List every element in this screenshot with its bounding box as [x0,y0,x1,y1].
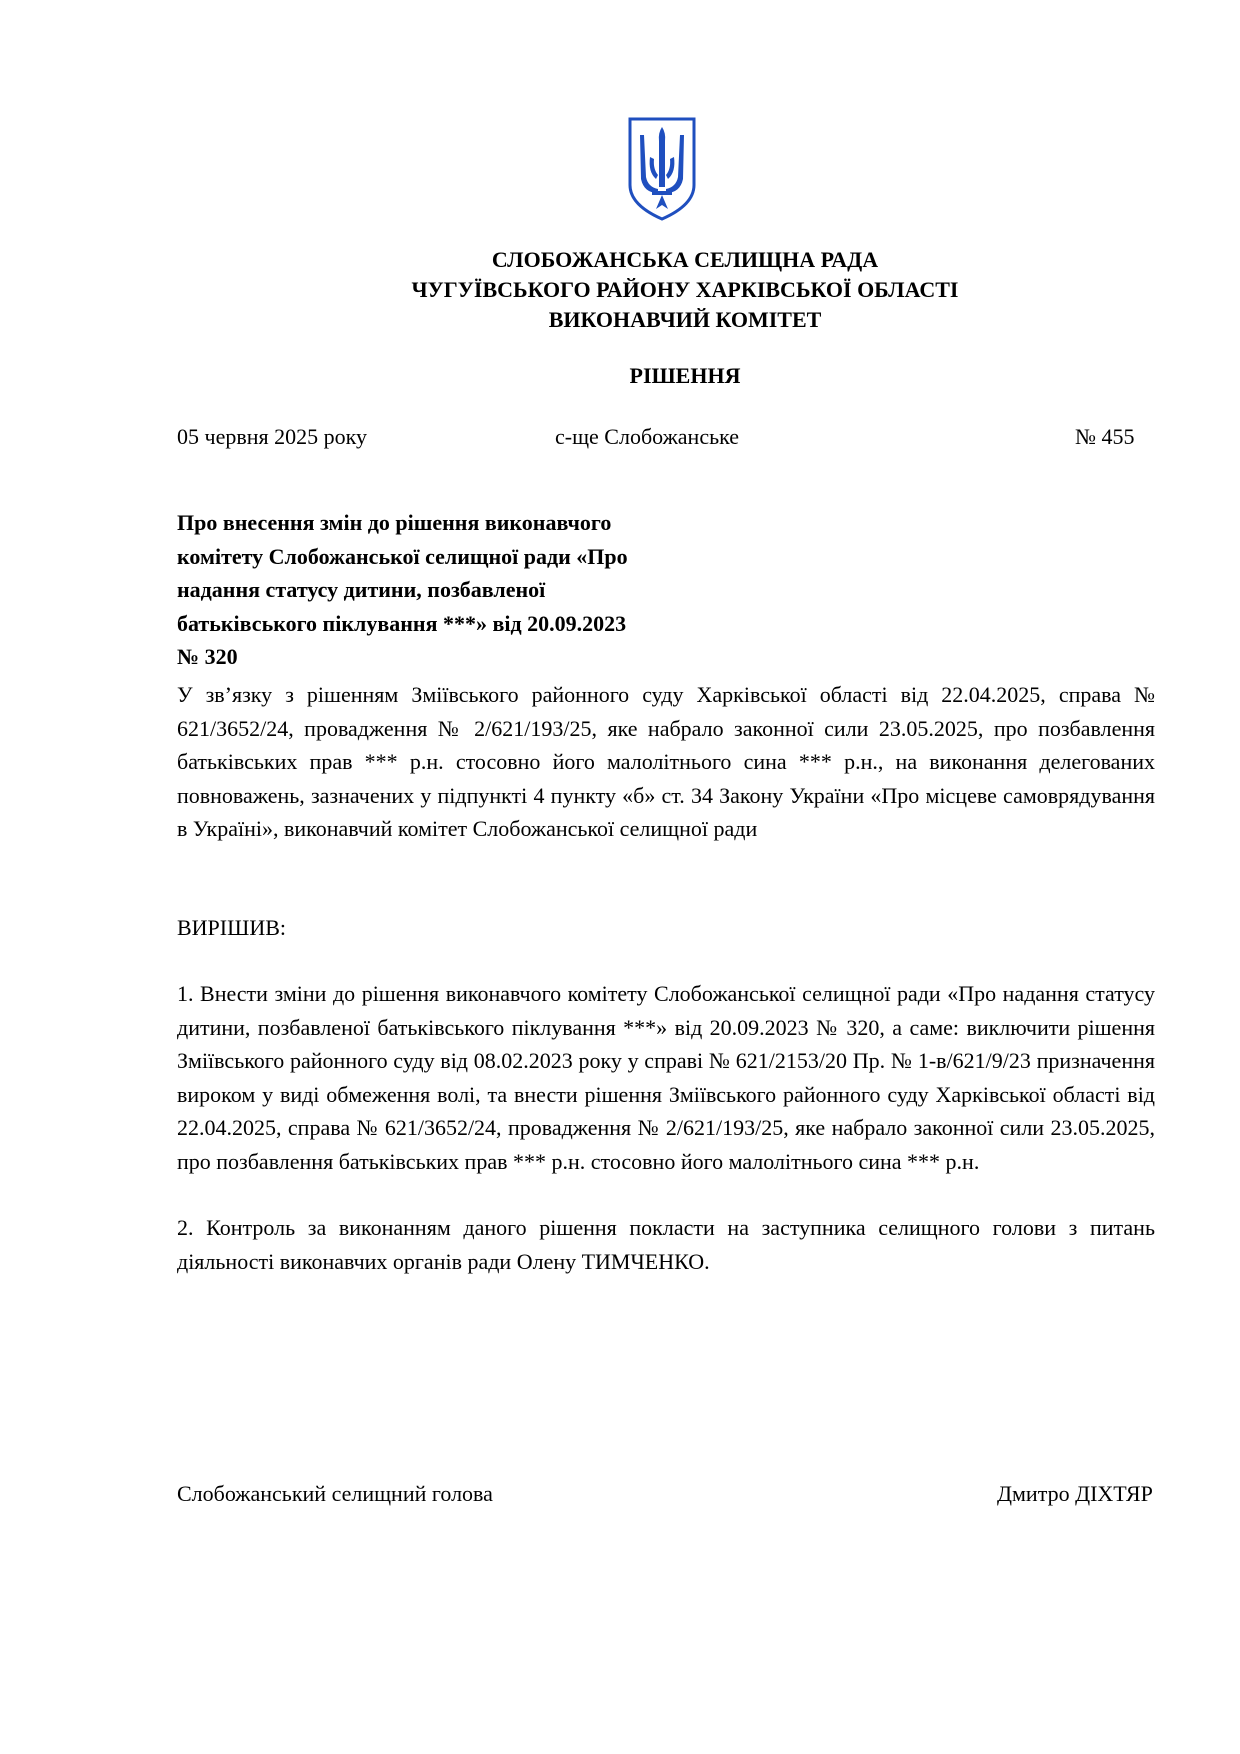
decision-item-2: 2. Контроль за виконанням даного рішення покласти на заступника селищного голови з питань діяльності виконавчих органів ради Олену ТИМЧЕНКО. [177,1215,1155,1274]
document-type: РІШЕННЯ [629,363,741,388]
decision-date: 05 червня 2025 року [177,424,367,449]
preamble-paragraph: У зв’язку з рішенням Зміївського районного суду Харківської області від 22.04.2025, справа № 621/3652/24, провадження № 2/621/193/25, яке набрало законної сили 23.05.2025, про позбавлення батьківських прав *** р.н. стосовно його малолітнього сина *** р.н., на виконання делегованих повноважень, зазначених у підпункті 4 пункту «б» ст. 34 Закону України «Про місцеве самоврядування в Україні», виконавчий комітет Слобожанської селищної ради [177,682,1155,841]
trident-coat-of-arms-icon [628,117,696,221]
signatory-title: Слобожанський селищний голова [177,1481,493,1506]
resolved-heading: ВИРІШИВ: [177,915,286,940]
signatory-name: Дмитро ДІХТЯР [997,1481,1153,1506]
decision-subject: Про внесення змін до рішення виконавчого комітету Слобожанської селищної ради «Про надання статусу дитини, позбавленої батьківського піклування ***» від 20.09.2023 № 320 [177,510,628,669]
decision-number: № 455 [1075,424,1135,449]
executive-committee: ВИКОНАВЧИЙ КОМІТЕТ [548,307,822,332]
council-name: СЛОБОЖАНСЬКА СЕЛИЩНА РАДА [491,247,879,272]
decision-item-1: 1. Внести зміни до рішення виконавчого комітету Слобожанської селищної ради «Про надання статусу дитини, позбавленої батьківського піклування ***» від 20.09.2023 № 320, а саме: виключити рішення Зміївського районного суду від 08.02.2023 року у справі № 621/2153/20 Пр. № 1-в/621/9/23 призначення вироком у виді обмеження волі, та внести рішення Зміївського районного суду Харківської області від 22.04.2025, справа № 621/3652/24, провадження № 2/621/193/25, яке набрало законної сили 23.05.2025, про позбавлення батьківських прав *** р.н. стосовно його малолітнього сина *** р.н. [177,981,1155,1174]
district-region: ЧУГУЇВСЬКОГО РАЙОНУ ХАРКІВСЬКОЇ ОБЛАСТІ [411,277,959,302]
decision-place: с-ще Слобожанське [555,424,740,449]
